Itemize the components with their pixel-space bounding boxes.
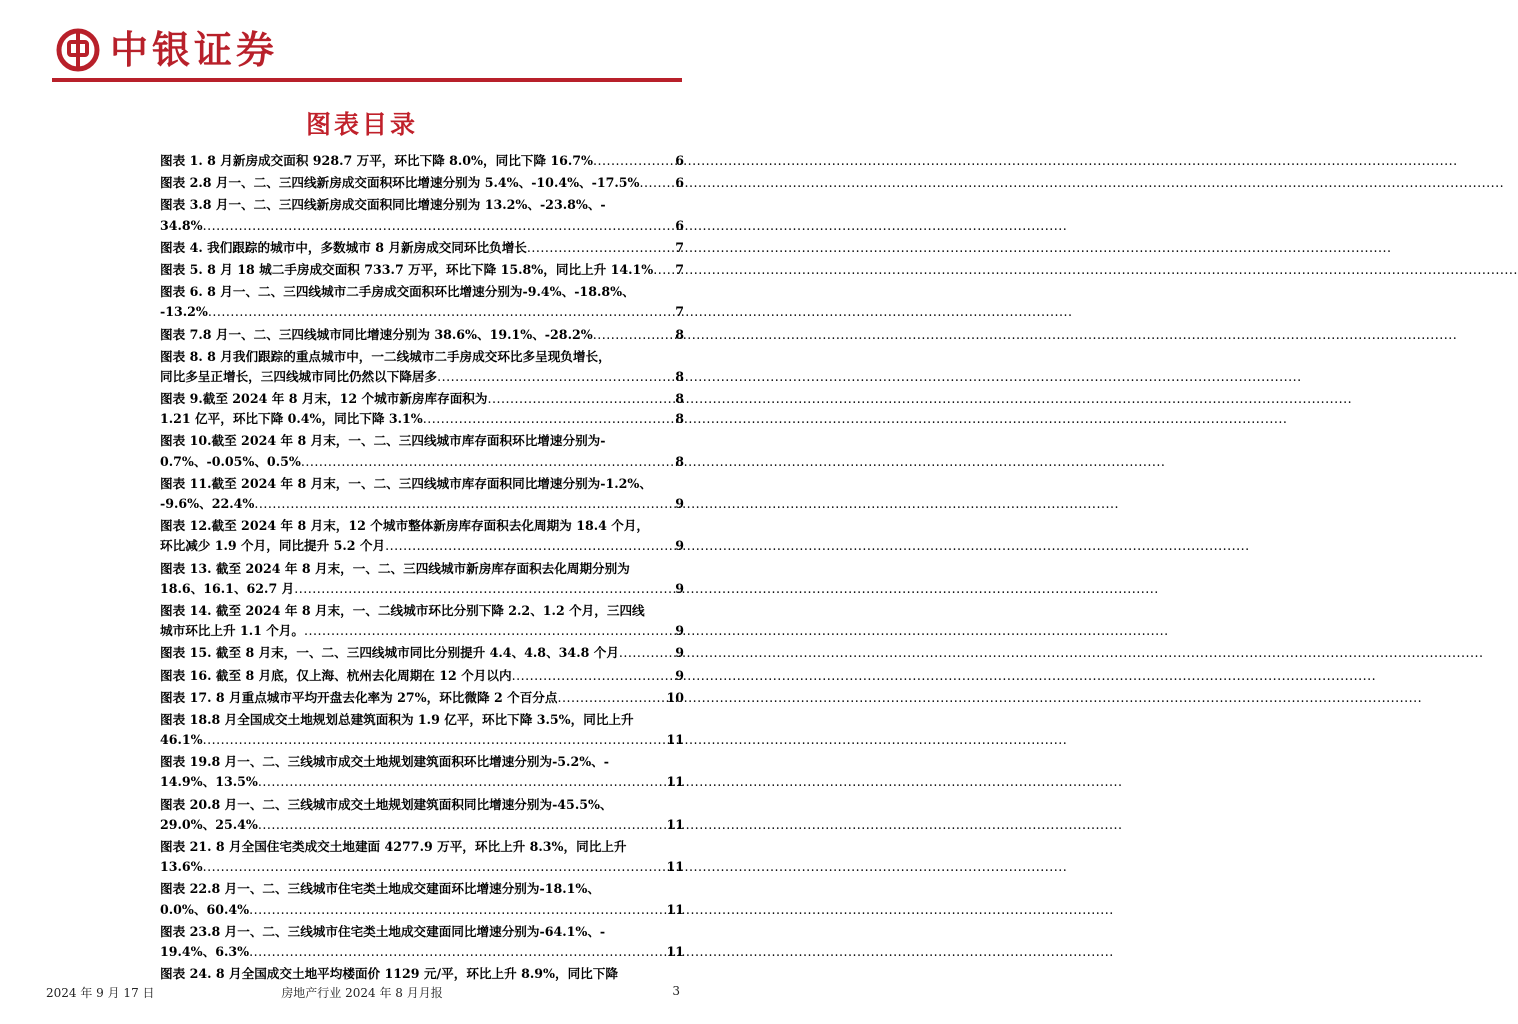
toc-entry-line xyxy=(160,195,684,215)
toc-entry-text: 同比多呈正增长，三四线城市同比仍然以下降居多 xyxy=(160,368,438,384)
toc-entry-line xyxy=(160,516,684,536)
toc-entry[interactable] xyxy=(160,260,684,280)
toc-entry-line xyxy=(160,772,684,792)
toc-page-number: 9 xyxy=(675,667,684,683)
page-header xyxy=(0,0,724,88)
toc-page-number: 10 xyxy=(666,689,684,705)
toc-entry[interactable] xyxy=(160,195,684,235)
toc-entry-line xyxy=(160,922,684,942)
toc-entry-text: 图表 20.8 月一、二、三线城市成交土地规划建筑面积同比增速分别为-45.5%、 xyxy=(160,796,613,812)
toc-entry-text: 图表 1. 8 月新房成交面积 928.7 万平，环比下降 8.0%，同比下降 16.7% xyxy=(160,153,594,168)
toc-entry-line xyxy=(160,643,684,663)
toc-leader-dots xyxy=(203,857,667,877)
toc-entry-text: 图表 15. 截至 8 月末，一、二、三四线城市同比分别提升 4.4、4.8、34.8 个月 xyxy=(160,645,619,661)
toc-entry[interactable] xyxy=(160,516,684,556)
toc-entry-text: 图表 10.截至 2024 年 8 月末，一、二、三四线城市库存面积环比增速分别为- xyxy=(160,433,606,449)
toc-entry-text: 图表 6. 8 月一、二、三四线城市二手房成交面积环比增速分别为-9.4%、-18.8%、 xyxy=(160,284,635,300)
toc-entry-text: -13.2% xyxy=(160,304,208,320)
toc-entry-text: 34.8% xyxy=(160,217,203,233)
toc-entry-text: 图表 9.截至 2024 年 8 月末，12 个城市新房库存面积为 xyxy=(160,391,488,407)
toc-leader-dots xyxy=(208,302,675,322)
toc-entry-text: 图表 4. 我们跟踪的城市中，多数城市 8 月新房成交同环比负增长 xyxy=(160,239,527,255)
footer-date: 2024 年 9 月 17 日 xyxy=(46,986,155,1000)
toc-page-number: 9 xyxy=(675,496,684,511)
toc-entry-text: 图表 5. 8 月 18 城二手房成交面积 733.7 万平，环比下降 15.8%，同比上升 14.1% xyxy=(160,261,654,277)
toc-entry-line xyxy=(160,559,684,579)
toc-entry-line xyxy=(160,730,684,750)
toc-page-number: 9 xyxy=(675,580,684,596)
toc-entry-text: 18.6、16.1、62.7 月 xyxy=(160,580,295,596)
toc-entry-text: 图表 2.8 月一、二、三四线新房成交面积环比增速分别为 5.4%、-10.4%、-17.5% xyxy=(160,175,640,191)
toc-entry-line xyxy=(160,151,684,171)
toc-entry-text: -9.6%、22.4% xyxy=(160,496,255,511)
toc-entry-line xyxy=(160,494,684,514)
footer-page-number: 3 xyxy=(672,984,680,998)
toc-page-number: 6 xyxy=(675,175,684,191)
toc-entry-line xyxy=(160,347,684,367)
page-footer xyxy=(0,980,724,1004)
toc-entry-line xyxy=(160,325,684,345)
toc-entry[interactable] xyxy=(160,752,684,792)
toc-entry-line xyxy=(160,942,684,962)
toc-page-number: 11 xyxy=(666,859,684,875)
toc-entry[interactable] xyxy=(160,879,684,919)
toc-page-number: 6 xyxy=(675,217,684,233)
toc-leader-dots xyxy=(557,688,666,708)
toc-entry-text: 0.0%、60.4% xyxy=(160,901,250,917)
toc-page-number: 8 xyxy=(675,411,684,427)
toc-entry-text: 图表 14. 截至 2024 年 8 月末，一、二线城市环比分别下降 2.2、1.2 个月，三四线 xyxy=(160,602,645,618)
toc-leader-dots xyxy=(249,900,666,920)
toc-entry[interactable] xyxy=(160,710,684,750)
toc-entry-text: 0.7%、-0.05%、0.5% xyxy=(160,453,301,469)
toc-leader-dots xyxy=(640,173,676,193)
toc-entry-text: 图表 19.8 月一、二、三线城市成交土地规划建筑面积环比增速分别为-5.2%、- xyxy=(160,754,609,770)
toc-entry[interactable] xyxy=(160,643,684,663)
toc-entry-text: 图表 16. 截至 8 月底，仅上海、杭州去化周期在 12 个月以内 xyxy=(160,667,512,683)
toc-page-number: 11 xyxy=(666,732,684,748)
toc-entry-line xyxy=(160,282,684,302)
toc-page-number: 8 xyxy=(675,453,684,469)
toc-entry-line xyxy=(160,302,684,322)
header-divider xyxy=(52,78,682,82)
toc-entry[interactable] xyxy=(160,559,684,599)
toc-page-number: 7 xyxy=(675,239,684,255)
toc-entry-text: 图表 23.8 月一、二、三线城市住宅类土地成交建面同比增速分别为-64.1%、- xyxy=(160,923,606,939)
toc-entry-text: 图表 24. 8 月全国成交土地平均楼面价 1129 元/平，环比上升 8.9%，同比下降 xyxy=(160,966,618,982)
toc-entry[interactable] xyxy=(160,601,684,641)
toc-page-number: 9 xyxy=(675,623,684,639)
toc-entry-text: 环比减少 1.9 个月，同比提升 5.2 个月 xyxy=(160,538,386,554)
toc-entry-text: 46.1% xyxy=(160,732,203,748)
toc-leader-dots xyxy=(249,942,666,962)
toc-entry-line xyxy=(160,238,684,258)
toc-entry[interactable] xyxy=(160,151,684,171)
toc-entry-line xyxy=(160,621,684,641)
toc-entry-text: 图表 21. 8 月全国住宅类成交土地建面 4277.9 万平，环比上升 8.3%，同比上升 xyxy=(160,839,627,854)
toc-leader-dots xyxy=(301,452,675,472)
toc-page-number: 8 xyxy=(675,368,684,384)
toc-entry-line xyxy=(160,857,684,877)
bank-of-china-logo-icon xyxy=(56,28,100,72)
toc-entry[interactable] xyxy=(160,325,684,345)
toc-entry[interactable] xyxy=(160,922,684,962)
footer-report-title: 房地产行业 2024 年 8 月月报 xyxy=(281,986,443,1000)
toc-page-number: 7 xyxy=(675,261,684,277)
toc-entry[interactable] xyxy=(160,173,684,193)
toc-entry-text: 13.6% xyxy=(160,859,203,875)
toc-leader-dots xyxy=(653,260,675,280)
toc-entry-text: 图表 11.截至 2024 年 8 月末，一、二、三四线城市库存面积同比增速分别为-1.2%、 xyxy=(160,475,652,491)
toc-leader-dots xyxy=(203,730,667,750)
toc-entry-text: 图表 17. 8 月重点城市平均开盘去化率为 27%，环比微降 2 个百分点 xyxy=(160,689,558,705)
toc-entry-line xyxy=(160,260,684,280)
toc-entry-line xyxy=(160,900,684,920)
toc-page-number: 8 xyxy=(675,391,684,407)
toc-page-number: 9 xyxy=(675,538,684,554)
toc-leader-dots xyxy=(423,409,676,429)
toc-entry-line xyxy=(160,452,684,472)
toc-entry-line xyxy=(160,815,684,835)
toc-entry[interactable] xyxy=(160,238,684,258)
toc-entry-line xyxy=(160,601,684,621)
toc-entry-text: 城市环比上升 1.1 个月。 xyxy=(160,623,305,639)
toc-leader-dots xyxy=(619,643,675,663)
table-of-figures xyxy=(160,151,684,984)
toc-entry-text: 图表 13. 截至 2024 年 8 月末，一、二、三四线城市新房库存面积去化周期分别为 xyxy=(160,560,630,576)
toc-leader-dots xyxy=(512,666,676,686)
toc-page-number: 8 xyxy=(675,326,684,342)
toc-entry-line xyxy=(160,837,684,857)
toc-entry-line xyxy=(160,666,684,686)
toc-entry-line xyxy=(160,389,684,409)
page-title: 图表目录 xyxy=(305,110,418,139)
toc-entry-line xyxy=(160,216,684,236)
toc-entry-text: 1.21 亿平，环比下降 0.4%，同比下降 3.1% xyxy=(160,411,423,427)
toc-leader-dots xyxy=(593,325,676,345)
toc-entry-line xyxy=(160,431,684,451)
toc-entry[interactable] xyxy=(160,431,684,471)
toc-entry-line xyxy=(160,409,684,429)
toc-entry-text: 图表 18.8 月全国成交土地规划总建筑面积为 1.9 亿平，环比下降 3.5%，同比上升 xyxy=(160,711,634,727)
toc-leader-dots xyxy=(254,494,675,514)
toc-leader-dots xyxy=(385,536,675,556)
brand-name: 中银证券 xyxy=(110,28,279,72)
toc-entry-text: 14.9%、13.5% xyxy=(160,774,258,790)
toc-page-number: 11 xyxy=(666,816,684,832)
toc-entry-text: 图表 7.8 月一、二、三四线城市同比增速分别为 38.6%、19.1%、-28.2% xyxy=(160,326,593,342)
toc-page-number: 11 xyxy=(666,901,684,917)
toc-entry-line xyxy=(160,795,684,815)
toc-entry-text: 19.4%、6.3% xyxy=(160,943,250,959)
toc-entry[interactable] xyxy=(160,347,684,387)
toc-leader-dots xyxy=(258,815,667,835)
toc-entry[interactable] xyxy=(160,389,684,429)
toc-entry-line xyxy=(160,579,684,599)
toc-entry-text: 图表 12.截至 2024 年 8 月末，12 个城市整体新房库存面积去化周期为 18.4 个月， xyxy=(160,518,650,534)
toc-entry[interactable] xyxy=(160,837,684,877)
toc-entry-line xyxy=(160,536,684,556)
toc-page-number: 11 xyxy=(666,774,684,790)
toc-leader-dots xyxy=(304,621,675,641)
toc-entry-line xyxy=(160,474,684,494)
toc-entry[interactable] xyxy=(160,666,684,686)
toc-entry[interactable] xyxy=(160,282,684,322)
toc-leader-dots xyxy=(487,389,675,409)
toc-entry-text: 图表 8. 8 月我们跟踪的重点城市中，一二线城市二手房成交环比多呈现负增长， xyxy=(160,348,611,364)
toc-entry-line xyxy=(160,879,684,899)
toc-leader-dots xyxy=(437,367,675,387)
toc-entry[interactable] xyxy=(160,688,684,708)
toc-leader-dots xyxy=(527,238,675,258)
toc-leader-dots xyxy=(203,216,676,236)
toc-leader-dots xyxy=(258,772,667,792)
toc-entry-line xyxy=(160,173,684,193)
toc-entry-line xyxy=(160,710,684,730)
toc-leader-dots xyxy=(593,151,675,171)
toc-entry-line xyxy=(160,752,684,772)
toc-entry-text: 图表 3.8 月一、二、三四线新房成交面积同比增速分别为 13.2%、-23.8%、- xyxy=(160,197,606,213)
toc-leader-dots xyxy=(294,579,675,599)
toc-entry[interactable] xyxy=(160,474,684,514)
toc-entry[interactable] xyxy=(160,795,684,835)
toc-entry-text: 29.0%、25.4% xyxy=(160,816,258,832)
toc-entry-line xyxy=(160,688,684,708)
toc-page-number: 9 xyxy=(675,645,684,661)
toc-page-number: 6 xyxy=(675,153,684,168)
toc-entry-line xyxy=(160,367,684,387)
toc-entry-text: 图表 22.8 月一、二、三线城市住宅类土地成交建面环比增速分别为-18.1%、 xyxy=(160,881,600,897)
toc-page-number: 11 xyxy=(666,943,684,959)
toc-page-number: 7 xyxy=(675,304,684,320)
